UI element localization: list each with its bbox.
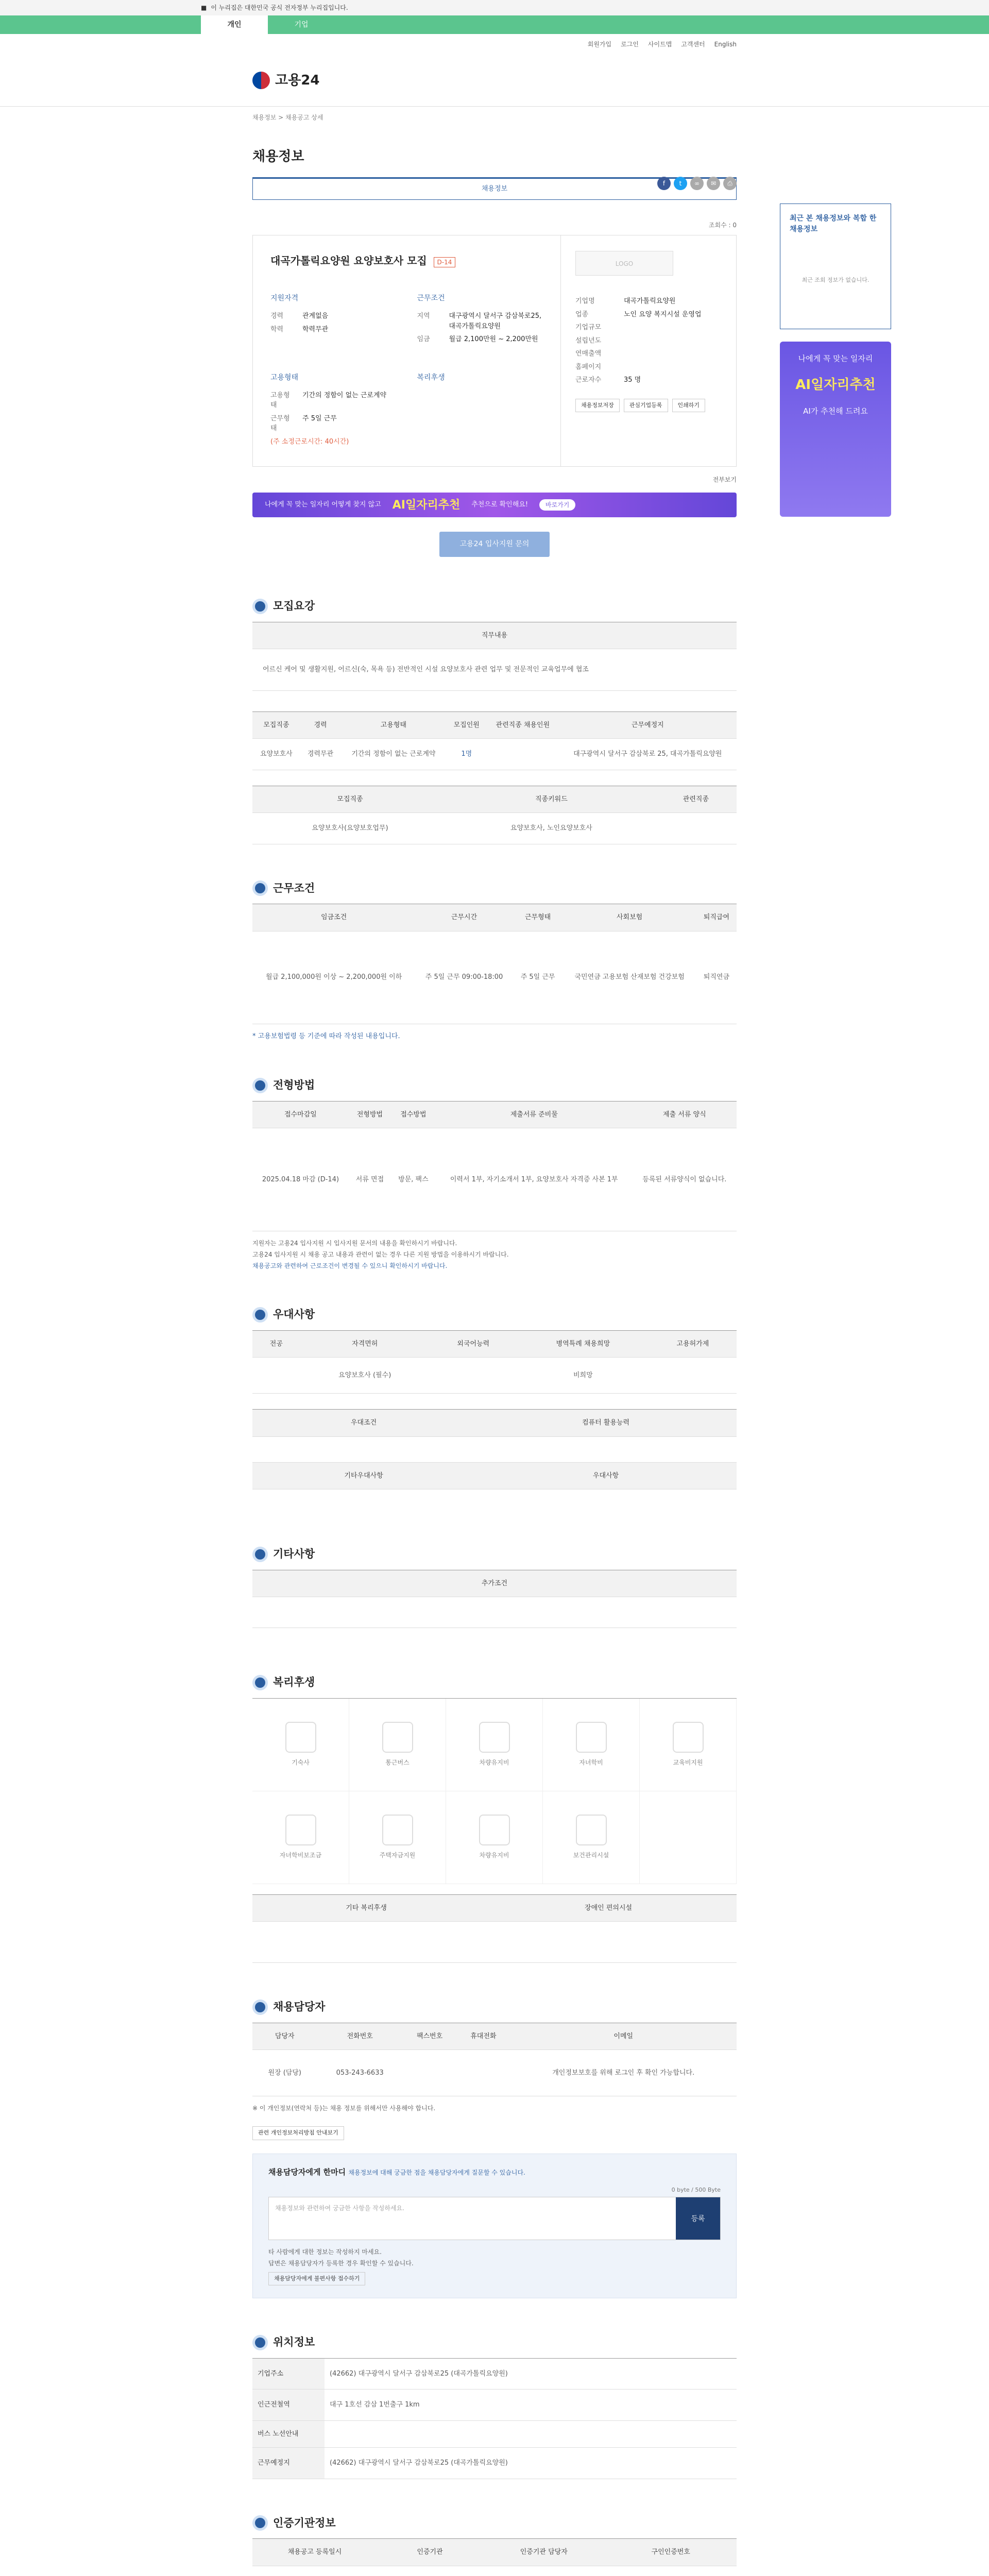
td: 2025.04.18 마감 (D-14) [252, 1128, 349, 1231]
prefer-sub-table [252, 1409, 737, 1489]
feedback-submit-button[interactable]: 등록 [676, 2197, 720, 2240]
tab-personal[interactable]: 개인 [201, 15, 268, 34]
th: 자격면허 [300, 1330, 430, 1358]
th: 근무형태 [513, 904, 563, 931]
info-key: 홈페이지 [575, 363, 602, 371]
house-icon [382, 1815, 413, 1845]
welfare-item-empty [640, 1791, 737, 1884]
banner-lead: 나에게 꼭 맞는 일자리 어떻게 찾지 않고 [265, 501, 381, 509]
etc-table [252, 1570, 737, 1629]
section-work-title [252, 880, 737, 897]
th: 버스 노선안내 [252, 2420, 325, 2448]
bus-icon [382, 1722, 413, 1753]
td: (42662) 대구광역시 달서구 감삼북로25 (대곡가톨릭요양원) [325, 2448, 737, 2479]
work-note: * 고용보험법령 등 기준에 따라 작성된 내용입니다. [252, 1032, 400, 1040]
keyword-table [252, 786, 737, 844]
section-title-text: 채용담당자 [273, 2001, 326, 2013]
section-title-text: 위치정보 [273, 2336, 315, 2348]
note-line: 답변은 채용담당자가 등록한 경우 확인할 수 있습니다. [268, 2259, 414, 2267]
td: 월급 2,100,000원 이상 ~ 2,200,000원 이하 [252, 931, 415, 1024]
type-value: 기간의 정함이 없는 근로계약 [302, 391, 387, 399]
tab-company[interactable]: 기업 [294, 21, 309, 29]
section-title-text: 근무조건 [273, 882, 315, 894]
td: 주 5일 근무 09:00-18:00 [415, 931, 513, 1024]
th: 모집인원 [446, 711, 487, 739]
td: 053-243-6633 [317, 2050, 402, 2096]
ai-recommend-banner[interactable] [780, 342, 891, 517]
th: 기업주소 [252, 2358, 325, 2389]
th: 병역특례 채용희망 [517, 1330, 649, 1358]
contact-note: ※ 이 개인정보(연락처 등)는 채용 정보를 위해서만 사용해야 합니다. [252, 2105, 436, 2112]
td: 경력무관 [300, 739, 341, 770]
td: 방문, 팩스 [391, 1128, 436, 1231]
feedback-title: 채용담당자에게 한마디 [268, 2167, 346, 2177]
welfare-label: 기숙사 [292, 1759, 310, 1766]
th: 고용허가제 [649, 1330, 737, 1358]
help-link[interactable]: 고객센터 [681, 41, 705, 48]
td: 대구 1호선 감삼 1번출구 1km [325, 2389, 737, 2421]
gov-notice-text: 이 누리집은 대한민국 공식 전자정부 누리집입니다. [211, 4, 348, 11]
td: 국민연금 고용보험 산재보험 건강보험 [562, 931, 696, 1024]
th: 기타 복리후생 [252, 1894, 480, 1922]
mail-icon[interactable]: ✉ [707, 177, 720, 190]
th: 관련직종 [655, 786, 737, 813]
welfare-item [640, 1699, 737, 1791]
section-title-text: 모집요강 [273, 600, 315, 612]
th: 전화번호 [317, 2023, 402, 2050]
section-recruit-title [252, 598, 737, 615]
td [649, 1358, 737, 1394]
th: 컴퓨터 활용능력 [475, 1410, 737, 1437]
td: 개인정보보호를 위해 로그인 후 확인 가능합니다. [510, 2050, 737, 2096]
scholarship-icon [285, 1815, 316, 1845]
section-icon [252, 1307, 268, 1323]
section-prefer-title [252, 1307, 737, 1323]
feedback-box [252, 2154, 737, 2299]
english-link[interactable]: English [714, 41, 737, 48]
td: 기간의 정함이 없는 근로계약 [340, 739, 446, 770]
banner-go-button[interactable]: 바로가기 [539, 499, 575, 511]
td: (42662) 대구광역시 달서구 감삼북로25 (대곡가톨릭요양원) [325, 2358, 737, 2389]
req-key: 경력 [270, 312, 284, 320]
car-icon [479, 1815, 510, 1845]
recent-jobs-empty: 최근 조회 정보가 없습니다. [802, 277, 869, 283]
welfare-label: 차량유지비 [479, 1852, 509, 1859]
th: 인증기관 [377, 2539, 483, 2566]
td [252, 2566, 377, 2576]
th: 추가조건 [252, 1570, 737, 1597]
work-hours-note: (주 소정근로시간: 40시간) [270, 437, 349, 446]
ai-recommend-strip[interactable] [252, 493, 737, 517]
duty-table [252, 622, 737, 691]
education-icon [673, 1722, 704, 1753]
welfare-label: 주택자금지원 [379, 1852, 416, 1859]
print-button[interactable]: 인쇄하기 [672, 399, 706, 413]
section-etc-title [252, 1546, 737, 1563]
welfare-label: 차량유지비 [479, 1759, 509, 1766]
dormitory-icon [285, 1722, 316, 1753]
info-value: 35 명 [624, 376, 641, 384]
td: 요양보호사 [252, 739, 300, 770]
view-count: 조회수 : 0 [708, 222, 737, 229]
duty-text: 어르신 케어 및 생활지원, 어르신(숙, 목욕 등) 전반적인 시설 요양보호사 관련 업무 및 전문적인 교육업무에 협조 [252, 649, 737, 691]
info-key: 기업명 [575, 297, 595, 305]
th: 사회보험 [562, 904, 696, 931]
section-icon [252, 880, 268, 896]
contact-table [252, 2023, 737, 2097]
recruit-table [252, 711, 737, 770]
td: 요양보호사(요양보호업무) [252, 813, 448, 844]
cond-key: 임금 [417, 335, 430, 343]
section-select-title [252, 1077, 737, 1094]
job-title: 대곡가톨릭요양원 요양보호사 모집 [270, 255, 427, 267]
th: 휴대전화 [456, 2023, 510, 2050]
th: 고용형태 [340, 711, 446, 739]
car-icon [479, 1722, 510, 1753]
child-icon [576, 1722, 607, 1753]
prefer-table [252, 1330, 737, 1394]
requirements-title: 지원자격 [270, 294, 299, 302]
main-content [252, 147, 877, 2576]
th: 인증기관 담당자 [483, 2539, 605, 2566]
note-line: 채용공고와 관련하여 근로조건이 변경될 수 있으니 확인하시기 바랍니다. [252, 1262, 448, 1269]
info-key: 설립년도 [575, 336, 602, 345]
th: 장애인 편의시설 [480, 1894, 737, 1922]
welfare-item [446, 1791, 543, 1884]
section-welfare-title [252, 1674, 737, 1691]
ai-banner-tail: AI가 추천해 드려요 [803, 406, 868, 416]
side-panel [780, 204, 891, 517]
conditions-title: 근무조건 [417, 294, 445, 302]
td: 1명 [446, 739, 487, 770]
gov-notice-bar [0, 0, 989, 15]
th: 담당자 [252, 2023, 317, 2050]
td: 비희망 [517, 1358, 649, 1394]
feedback-textarea[interactable]: 채용정보와 관련하여 궁금한 사항을 작성하세요. [275, 2204, 404, 2212]
td [605, 2566, 737, 2576]
section-cert-title [252, 2515, 737, 2532]
info-key: 근로자수 [575, 376, 602, 384]
cond-key: 지역 [417, 312, 430, 320]
sitemap-link[interactable]: 사이트맵 [647, 41, 672, 48]
welfare-label: 보건관리시설 [573, 1852, 609, 1859]
th: 근무시간 [415, 904, 513, 931]
section-title-text: 우대사항 [273, 1308, 315, 1320]
select-notes [252, 1239, 737, 1270]
req-key: 학력 [270, 325, 284, 333]
th: 퇴직급여 [696, 904, 737, 931]
td [483, 2566, 605, 2576]
section-title-text: 기타사항 [273, 1548, 315, 1560]
section-title-text: 복리후생 [273, 1676, 315, 1688]
th: 인근전철역 [252, 2389, 325, 2421]
th: 구인인증번호 [605, 2539, 737, 2566]
th: 제출 서류 양식 [633, 1101, 737, 1128]
td: 주 5일 근무 [513, 931, 563, 1024]
welfare-label: 통근버스 [385, 1759, 410, 1766]
td [430, 1358, 517, 1394]
utility-links [252, 34, 737, 55]
info-key: 기업규모 [575, 324, 602, 331]
section-location-title [252, 2334, 737, 2351]
summary-left [253, 235, 561, 466]
td: 요양보호사, 노인요양보호사 [448, 813, 655, 844]
welfare-title: 복리후생 [417, 373, 445, 382]
welfare-item [349, 1699, 446, 1791]
employment-type-title: 고용형태 [270, 373, 299, 382]
complaint-button[interactable]: 채용담당자에게 불편사항 접수하기 [268, 2272, 365, 2286]
cert-table [252, 2538, 737, 2576]
th: 접수방법 [391, 1101, 436, 1128]
td: 퇴직연금 [696, 931, 737, 1024]
td [403, 2050, 456, 2096]
page-title: 채용정보 [252, 149, 304, 164]
welfare-grid [252, 1698, 737, 1884]
td [487, 739, 559, 770]
facebook-icon[interactable]: f [657, 177, 671, 190]
td: 대구광역시 달서구 감삼북로 25, 대곡가톨릭요양원 [559, 739, 737, 770]
th: 접수마감일 [252, 1101, 349, 1128]
flag-icon: ■ [201, 4, 207, 11]
th: 채용공고 등록일시 [252, 2539, 377, 2566]
th: 우대조건 [252, 1410, 475, 1437]
req-value: 학력무관 [302, 325, 329, 333]
welfare-item [349, 1791, 446, 1884]
section-title-text: 전형방법 [273, 1079, 315, 1091]
th: 기타우대사항 [252, 1462, 475, 1489]
note-line: 지원자는 고용24 입사지원 시 입사지원 문서의 내용을 확인하시기 바랍니다. [252, 1240, 457, 1247]
byte-counter: 0 byte / 500 Byte [671, 2187, 721, 2193]
conditions [417, 293, 543, 348]
info-key: 연매출액 [575, 350, 602, 358]
select-table [252, 1101, 737, 1232]
save-job-button[interactable]: 채용정보저장 [575, 399, 620, 413]
apply-button[interactable]: 고용24 입사지원 문의 [439, 532, 550, 557]
th: 외국어능력 [430, 1330, 517, 1358]
section-icon [252, 2335, 268, 2350]
td: 서류 면접 [349, 1128, 391, 1231]
note-line: 타 사람에게 대한 정보는 작성하지 마세요. [268, 2248, 382, 2256]
banner-brand: AI일자리추천 [392, 498, 461, 512]
td: 이력서 1부, 자기소개서 1부, 요양보호사 자격증 사본 1부 [436, 1128, 633, 1231]
ai-banner-lead: 나에게 꼭 맞는 일자리 [798, 354, 873, 363]
th: 직무내용 [252, 622, 737, 649]
th: 관련직종 채용인원 [487, 711, 559, 739]
td: 원장 (담당) [252, 2050, 317, 2096]
th: 이메일 [510, 2023, 737, 2050]
th: 전형방법 [349, 1101, 391, 1128]
welfare-item [252, 1699, 349, 1791]
location-table [252, 2358, 737, 2479]
header-logo[interactable] [252, 55, 737, 106]
requirements [270, 293, 397, 348]
th: 팩스번호 [403, 2023, 456, 2050]
favorite-company-button[interactable]: 관심기업등록 [624, 399, 668, 413]
td: 요양보호사 (필수) [300, 1358, 430, 1394]
section-icon [252, 1547, 268, 1562]
recent-jobs-box [780, 204, 891, 329]
info-key: 업종 [575, 310, 589, 318]
banner-tail: 추천으로 확인해요! [471, 501, 528, 509]
td [325, 2420, 737, 2448]
ai-banner-brand: AI일자리추천 [795, 377, 876, 393]
th: 근무예정지 [252, 2448, 325, 2479]
health-icon [576, 1815, 607, 1845]
welfare-label: 교육비지원 [673, 1759, 703, 1766]
view-all-link[interactable]: 전부보기 [712, 476, 737, 483]
signup-link[interactable]: 회원가입 [587, 41, 612, 48]
logo-text: 고용24 [275, 72, 320, 88]
type-value: 주 5일 근무 [302, 414, 337, 422]
welfare-item [252, 1791, 349, 1884]
th: 제출서류 준비물 [436, 1101, 633, 1128]
welfare-label: 자녀학비보조금 [279, 1852, 322, 1859]
th: 전공 [252, 1330, 300, 1358]
work-table [252, 904, 737, 1024]
job-summary [252, 235, 737, 467]
td [377, 2566, 483, 2576]
welfare-item [543, 1699, 640, 1791]
company-logo: LOGO [575, 251, 673, 276]
tab-job-info[interactable]: 채용정보 [252, 177, 737, 200]
privacy-policy-button[interactable]: 관련 개인정보처리방침 안내보기 [252, 2126, 344, 2140]
company-info [561, 235, 736, 466]
welfare-summary [417, 372, 543, 447]
td: 등록된 서류양식이 없습니다. [633, 1128, 737, 1231]
breadcrumb: 채용정보 > 채용공고 상세 [252, 114, 323, 121]
welfare-label: 자녀학비 [579, 1759, 603, 1766]
info-value: 노인 요양 복지시설 운영업 [624, 310, 702, 318]
th: 임금조건 [252, 904, 415, 931]
welfare-item [446, 1699, 543, 1791]
td [252, 1358, 300, 1394]
logo-icon [252, 72, 270, 89]
td [655, 813, 737, 844]
section-icon [252, 1999, 268, 2015]
twitter-icon[interactable]: t [674, 177, 687, 190]
employment-type [270, 372, 397, 447]
login-link[interactable]: 로그인 [621, 41, 639, 48]
type-key: 고용형태 [270, 391, 290, 409]
section-icon [252, 2515, 268, 2531]
th: 경력 [300, 711, 341, 739]
section-title-text: 인증기관정보 [273, 2516, 336, 2529]
recent-jobs-title: 최근 본 채용정보와 복합 한 채용정보 [790, 214, 877, 233]
th: 모집직종 [252, 786, 448, 813]
th: 직종키워드 [448, 786, 655, 813]
th: 모집직종 [252, 711, 300, 739]
note-line: 고용24 입사지원 시 채용 공고 내용과 관련이 없는 경우 다른 지원 방법을 이용하시기 바랍니다. [252, 1251, 509, 1258]
dday-badge: D-14 [434, 257, 456, 267]
print-icon[interactable]: ⎙ [723, 177, 737, 190]
section-contact-title [252, 1999, 737, 2015]
audience-tabs [0, 15, 989, 34]
th: 근무예정지 [559, 711, 737, 739]
cond-value: 월급 2,100만원 ~ 2,200만원 [449, 335, 538, 343]
info-value: 대곡가톨릭요양원 [624, 297, 676, 305]
link-icon[interactable]: ∞ [690, 177, 704, 190]
section-icon [252, 599, 268, 614]
td [456, 2050, 510, 2096]
section-icon [252, 1675, 268, 1690]
welfare-item [543, 1791, 640, 1884]
type-key: 근무형태 [270, 414, 290, 432]
share-buttons [657, 177, 737, 190]
req-value: 관계없음 [302, 312, 329, 320]
welfare-sub-table [252, 1894, 737, 1963]
cond-value: 대구광역시 달서구 감삼북로25, 대곡가톨릭요양원 [449, 312, 542, 330]
th: 우대사항 [475, 1462, 737, 1489]
section-icon [252, 1078, 268, 1093]
feedback-subtitle: 채용정보에 대해 궁금한 점을 채용담당자에게 질문할 수 있습니다. [348, 2168, 525, 2176]
